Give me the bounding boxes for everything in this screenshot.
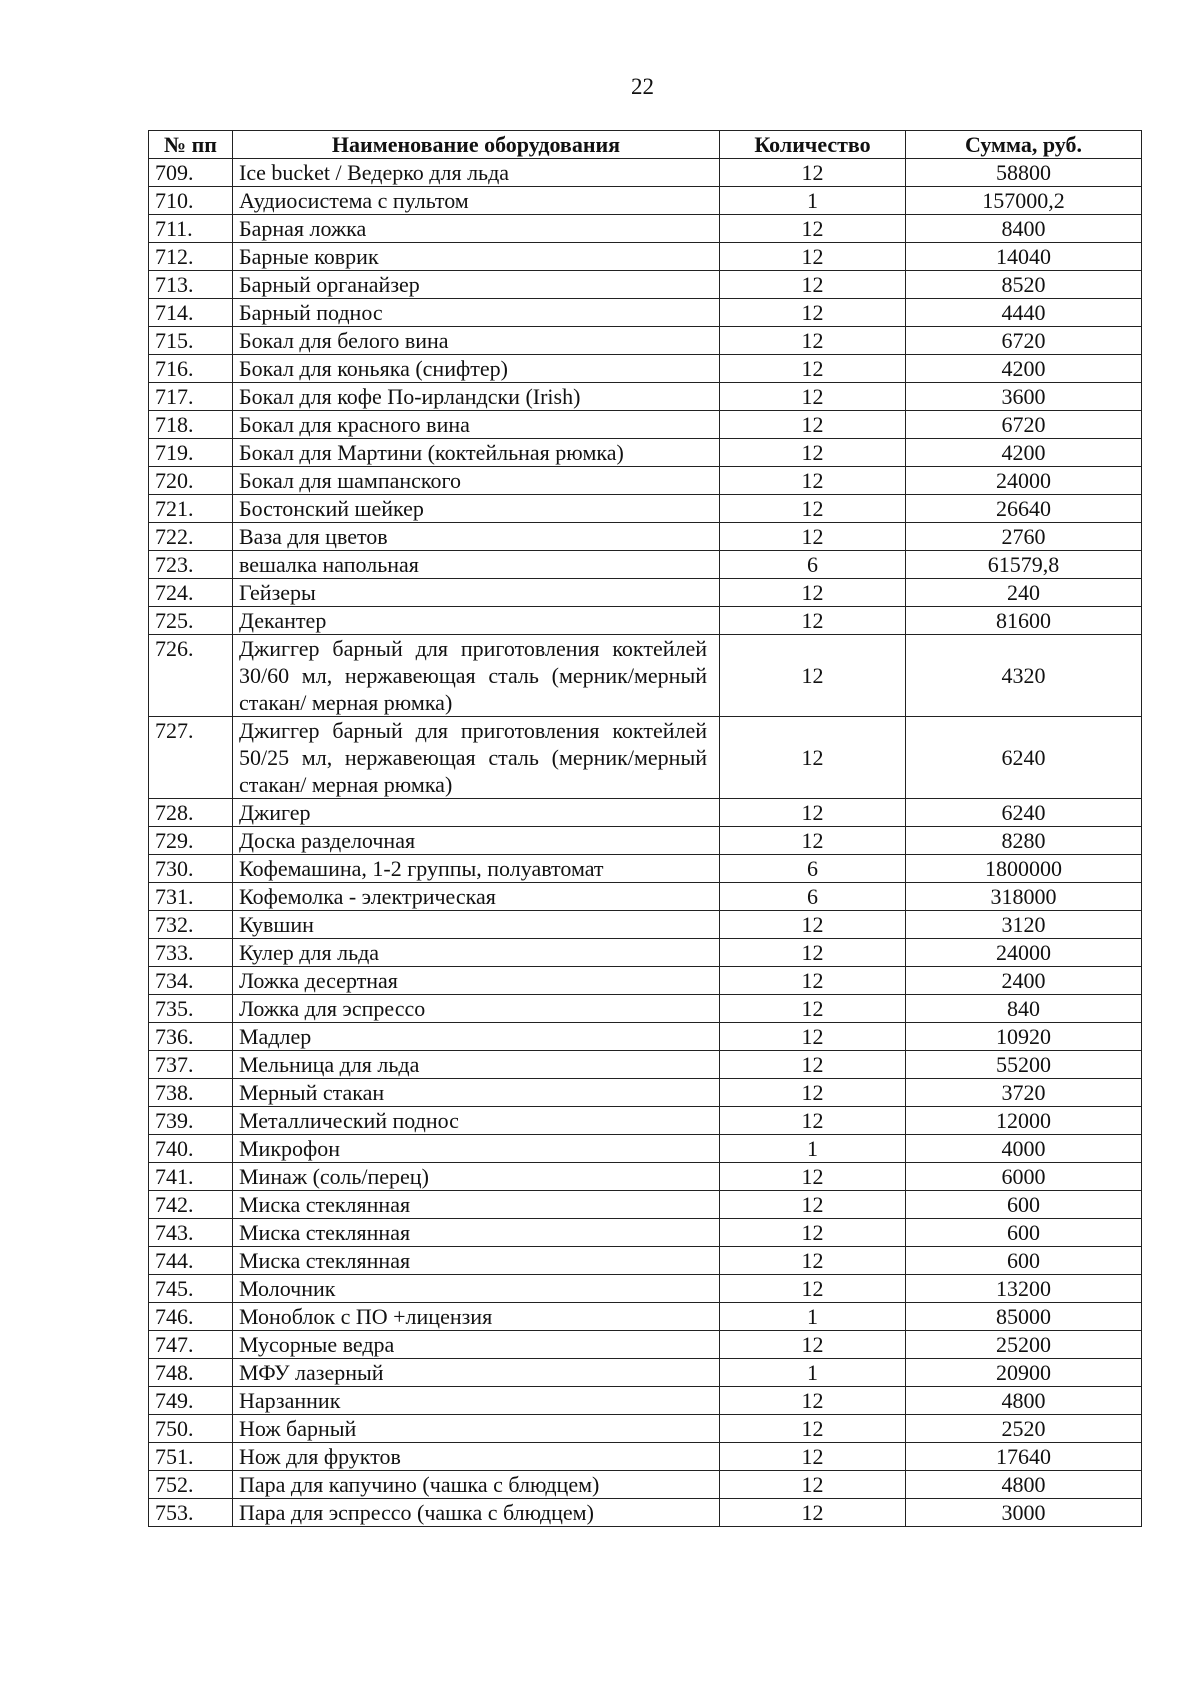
item-name: Бокал для белого вина bbox=[233, 327, 720, 355]
item-name: Молочник bbox=[233, 1275, 720, 1303]
row-number: 743. bbox=[149, 1219, 233, 1247]
item-quantity: 12 bbox=[720, 1443, 906, 1471]
item-sum: 13200 bbox=[906, 1275, 1142, 1303]
item-quantity: 12 bbox=[720, 1023, 906, 1051]
item-sum: 8520 bbox=[906, 271, 1142, 299]
item-sum: 2400 bbox=[906, 967, 1142, 995]
row-number: 721. bbox=[149, 495, 233, 523]
table-row bbox=[149, 1499, 1142, 1527]
item-quantity: 12 bbox=[720, 1163, 906, 1191]
row-number: 730. bbox=[149, 855, 233, 883]
item-quantity: 12 bbox=[720, 1219, 906, 1247]
row-number: 711. bbox=[149, 215, 233, 243]
item-quantity: 12 bbox=[720, 799, 906, 827]
item-sum: 3120 bbox=[906, 911, 1142, 939]
item-quantity: 12 bbox=[720, 1275, 906, 1303]
row-number: 718. bbox=[149, 411, 233, 439]
row-number: 732. bbox=[149, 911, 233, 939]
item-name: Миска стеклянная bbox=[233, 1191, 720, 1219]
item-name: Бокал для Мартини (коктейльная рюмка) bbox=[233, 439, 720, 467]
table-row bbox=[149, 827, 1142, 855]
item-quantity: 12 bbox=[720, 995, 906, 1023]
row-number: 726. bbox=[149, 635, 233, 717]
row-number: 752. bbox=[149, 1471, 233, 1499]
item-sum: 58800 bbox=[906, 159, 1142, 187]
table-row bbox=[149, 717, 1142, 799]
item-name: Декантер bbox=[233, 607, 720, 635]
item-name: Моноблок с ПО +лицензия bbox=[233, 1303, 720, 1331]
item-sum: 85000 bbox=[906, 1303, 1142, 1331]
item-name: Доска разделочная bbox=[233, 827, 720, 855]
item-name: Минаж (соль/перец) bbox=[233, 1163, 720, 1191]
item-quantity: 12 bbox=[720, 383, 906, 411]
row-number: 735. bbox=[149, 995, 233, 1023]
item-sum: 55200 bbox=[906, 1051, 1142, 1079]
row-number: 725. bbox=[149, 607, 233, 635]
item-quantity: 12 bbox=[720, 911, 906, 939]
table-row bbox=[149, 243, 1142, 271]
item-sum: 24000 bbox=[906, 939, 1142, 967]
row-number: 749. bbox=[149, 1387, 233, 1415]
item-sum: 12000 bbox=[906, 1107, 1142, 1135]
table-row bbox=[149, 1387, 1142, 1415]
item-name: Бокал для шампанского bbox=[233, 467, 720, 495]
row-number: 741. bbox=[149, 1163, 233, 1191]
item-name: Нарзанник bbox=[233, 1387, 720, 1415]
item-quantity: 6 bbox=[720, 883, 906, 911]
item-sum: 4440 bbox=[906, 299, 1142, 327]
item-sum: 3000 bbox=[906, 1499, 1142, 1527]
row-number: 716. bbox=[149, 355, 233, 383]
item-quantity: 6 bbox=[720, 551, 906, 579]
table-row bbox=[149, 579, 1142, 607]
table-row bbox=[149, 495, 1142, 523]
row-number: 729. bbox=[149, 827, 233, 855]
item-quantity: 1 bbox=[720, 1303, 906, 1331]
item-sum: 10920 bbox=[906, 1023, 1142, 1051]
item-sum: 4200 bbox=[906, 439, 1142, 467]
item-name: Пара для капучино (чашка с блюдцем) bbox=[233, 1471, 720, 1499]
item-quantity: 12 bbox=[720, 271, 906, 299]
item-name: Кувшин bbox=[233, 911, 720, 939]
row-number: 746. bbox=[149, 1303, 233, 1331]
item-sum: 4320 bbox=[906, 635, 1142, 717]
item-sum: 1800000 bbox=[906, 855, 1142, 883]
row-number: 750. bbox=[149, 1415, 233, 1443]
table-row bbox=[149, 159, 1142, 187]
table-row bbox=[149, 967, 1142, 995]
item-quantity: 12 bbox=[720, 411, 906, 439]
row-number: 715. bbox=[149, 327, 233, 355]
table-row bbox=[149, 383, 1142, 411]
table-row bbox=[149, 215, 1142, 243]
item-sum: 4200 bbox=[906, 355, 1142, 383]
table-row bbox=[149, 911, 1142, 939]
item-name: Аудиосистема с пультом bbox=[233, 187, 720, 215]
item-sum: 25200 bbox=[906, 1331, 1142, 1359]
item-name: Барная ложка bbox=[233, 215, 720, 243]
item-quantity: 12 bbox=[720, 495, 906, 523]
item-sum: 2760 bbox=[906, 523, 1142, 551]
item-quantity: 6 bbox=[720, 855, 906, 883]
table-row bbox=[149, 883, 1142, 911]
table-row bbox=[149, 1023, 1142, 1051]
item-name: Мусорные ведра bbox=[233, 1331, 720, 1359]
item-quantity: 12 bbox=[720, 827, 906, 855]
table-row bbox=[149, 551, 1142, 579]
item-sum: 14040 bbox=[906, 243, 1142, 271]
table-row bbox=[149, 607, 1142, 635]
row-number: 740. bbox=[149, 1135, 233, 1163]
item-quantity: 12 bbox=[720, 1499, 906, 1527]
header-sum: Сумма, руб. bbox=[906, 131, 1142, 159]
item-quantity: 12 bbox=[720, 439, 906, 467]
table-row bbox=[149, 1051, 1142, 1079]
row-number: 712. bbox=[149, 243, 233, 271]
item-quantity: 12 bbox=[720, 327, 906, 355]
item-name: Мельница для льда bbox=[233, 1051, 720, 1079]
item-sum: 6240 bbox=[906, 717, 1142, 799]
item-name: Кофемолка - электрическая bbox=[233, 883, 720, 911]
item-name: Бостонский шейкер bbox=[233, 495, 720, 523]
item-name: Миска стеклянная bbox=[233, 1247, 720, 1275]
header-name: Наименование оборудования bbox=[233, 131, 720, 159]
row-number: 744. bbox=[149, 1247, 233, 1275]
item-quantity: 12 bbox=[720, 243, 906, 271]
row-number: 747. bbox=[149, 1331, 233, 1359]
item-name: Гейзеры bbox=[233, 579, 720, 607]
row-number: 723. bbox=[149, 551, 233, 579]
row-number: 742. bbox=[149, 1191, 233, 1219]
item-name: Металлический поднос bbox=[233, 1107, 720, 1135]
item-name: Джиггер барный для приготовления коктейлей 30/60 мл, нержавеющая сталь (мерник/мерный стакан/ мерная рюмка) bbox=[233, 635, 720, 717]
item-sum: 318000 bbox=[906, 883, 1142, 911]
item-quantity: 12 bbox=[720, 635, 906, 717]
row-number: 728. bbox=[149, 799, 233, 827]
item-sum: 6720 bbox=[906, 327, 1142, 355]
item-name: Мерный стакан bbox=[233, 1079, 720, 1107]
item-quantity: 12 bbox=[720, 1247, 906, 1275]
table-row bbox=[149, 1359, 1142, 1387]
item-quantity: 12 bbox=[720, 1471, 906, 1499]
item-sum: 6240 bbox=[906, 799, 1142, 827]
row-number: 722. bbox=[149, 523, 233, 551]
item-sum: 4800 bbox=[906, 1471, 1142, 1499]
table-row bbox=[149, 187, 1142, 215]
table-row bbox=[149, 439, 1142, 467]
item-name: Бокал для кофе По-ирландски (Irish) bbox=[233, 383, 720, 411]
item-quantity: 1 bbox=[720, 1359, 906, 1387]
item-quantity: 12 bbox=[720, 967, 906, 995]
header-num: № пп bbox=[149, 131, 233, 159]
table-row bbox=[149, 1163, 1142, 1191]
item-name: вешалка напольная bbox=[233, 551, 720, 579]
item-name: Барный органайзер bbox=[233, 271, 720, 299]
table-row bbox=[149, 1275, 1142, 1303]
item-name: Кофемашина, 1-2 группы, полуавтомат bbox=[233, 855, 720, 883]
row-number: 751. bbox=[149, 1443, 233, 1471]
item-sum: 20900 bbox=[906, 1359, 1142, 1387]
row-number: 738. bbox=[149, 1079, 233, 1107]
item-quantity: 12 bbox=[720, 523, 906, 551]
item-quantity: 1 bbox=[720, 1135, 906, 1163]
item-sum: 840 bbox=[906, 995, 1142, 1023]
item-name: Бокал для красного вина bbox=[233, 411, 720, 439]
row-number: 724. bbox=[149, 579, 233, 607]
table-row bbox=[149, 355, 1142, 383]
item-sum: 600 bbox=[906, 1219, 1142, 1247]
item-quantity: 12 bbox=[720, 299, 906, 327]
item-sum: 8400 bbox=[906, 215, 1142, 243]
item-name: Нож для фруктов bbox=[233, 1443, 720, 1471]
table-row bbox=[149, 1471, 1142, 1499]
table-row bbox=[149, 1079, 1142, 1107]
row-number: 720. bbox=[149, 467, 233, 495]
item-name: Ваза для цветов bbox=[233, 523, 720, 551]
item-name: Ложка десертная bbox=[233, 967, 720, 995]
item-name: Джигер bbox=[233, 799, 720, 827]
row-number: 727. bbox=[149, 717, 233, 799]
item-name: Ice bucket / Ведерко для льда bbox=[233, 159, 720, 187]
table-row bbox=[149, 1415, 1142, 1443]
item-sum: 240 bbox=[906, 579, 1142, 607]
table-row bbox=[149, 327, 1142, 355]
table-row bbox=[149, 635, 1142, 717]
item-quantity: 12 bbox=[720, 607, 906, 635]
header-qty: Количество bbox=[720, 131, 906, 159]
table-row bbox=[149, 1191, 1142, 1219]
row-number: 731. bbox=[149, 883, 233, 911]
item-name: Барный поднос bbox=[233, 299, 720, 327]
table-row bbox=[149, 1219, 1142, 1247]
item-name: Джиггер барный для приготовления коктейлей 50/25 мл, нержавеющая сталь (мерник/мерный стакан/ мерная рюмка) bbox=[233, 717, 720, 799]
table-row bbox=[149, 299, 1142, 327]
table-row bbox=[149, 467, 1142, 495]
table-header-row bbox=[149, 131, 1142, 159]
item-quantity: 12 bbox=[720, 1051, 906, 1079]
table-row bbox=[149, 1303, 1142, 1331]
table-row bbox=[149, 1443, 1142, 1471]
table-row bbox=[149, 1135, 1142, 1163]
item-quantity: 12 bbox=[720, 579, 906, 607]
item-sum: 61579,8 bbox=[906, 551, 1142, 579]
item-quantity: 12 bbox=[720, 1079, 906, 1107]
item-sum: 26640 bbox=[906, 495, 1142, 523]
item-quantity: 12 bbox=[720, 1107, 906, 1135]
item-sum: 3600 bbox=[906, 383, 1142, 411]
table-row bbox=[149, 855, 1142, 883]
row-number: 734. bbox=[149, 967, 233, 995]
row-number: 753. bbox=[149, 1499, 233, 1527]
item-sum: 24000 bbox=[906, 467, 1142, 495]
row-number: 733. bbox=[149, 939, 233, 967]
row-number: 736. bbox=[149, 1023, 233, 1051]
item-sum: 2520 bbox=[906, 1415, 1142, 1443]
item-name: Мадлер bbox=[233, 1023, 720, 1051]
row-number: 739. bbox=[149, 1107, 233, 1135]
item-quantity: 12 bbox=[720, 1191, 906, 1219]
table-row bbox=[149, 523, 1142, 551]
table-row bbox=[149, 995, 1142, 1023]
row-number: 710. bbox=[149, 187, 233, 215]
item-sum: 600 bbox=[906, 1247, 1142, 1275]
row-number: 748. bbox=[149, 1359, 233, 1387]
item-quantity: 12 bbox=[720, 939, 906, 967]
item-name: Микрофон bbox=[233, 1135, 720, 1163]
item-sum: 81600 bbox=[906, 607, 1142, 635]
row-number: 745. bbox=[149, 1275, 233, 1303]
table-row bbox=[149, 1247, 1142, 1275]
item-quantity: 12 bbox=[720, 1331, 906, 1359]
item-quantity: 12 bbox=[720, 467, 906, 495]
table-row bbox=[149, 411, 1142, 439]
item-quantity: 12 bbox=[720, 1387, 906, 1415]
item-sum: 4800 bbox=[906, 1387, 1142, 1415]
row-number: 709. bbox=[149, 159, 233, 187]
item-sum: 17640 bbox=[906, 1443, 1142, 1471]
row-number: 719. bbox=[149, 439, 233, 467]
item-sum: 6720 bbox=[906, 411, 1142, 439]
item-name: Бокал для коньяка (снифтер) bbox=[233, 355, 720, 383]
table-row bbox=[149, 1331, 1142, 1359]
table-row bbox=[149, 799, 1142, 827]
item-sum: 157000,2 bbox=[906, 187, 1142, 215]
item-quantity: 12 bbox=[720, 1415, 906, 1443]
row-number: 717. bbox=[149, 383, 233, 411]
item-sum: 4000 bbox=[906, 1135, 1142, 1163]
item-name: Барные коврик bbox=[233, 243, 720, 271]
row-number: 713. bbox=[149, 271, 233, 299]
item-sum: 8280 bbox=[906, 827, 1142, 855]
item-name: Ложка для эспрессо bbox=[233, 995, 720, 1023]
table-row bbox=[149, 271, 1142, 299]
item-sum: 6000 bbox=[906, 1163, 1142, 1191]
table-row bbox=[149, 939, 1142, 967]
item-name: Кулер для льда bbox=[233, 939, 720, 967]
row-number: 737. bbox=[149, 1051, 233, 1079]
item-quantity: 12 bbox=[720, 717, 906, 799]
item-quantity: 12 bbox=[720, 355, 906, 383]
item-name: Пара для эспрессо (чашка с блюдцем) bbox=[233, 1499, 720, 1527]
item-name: Миска стеклянная bbox=[233, 1219, 720, 1247]
row-number: 714. bbox=[149, 299, 233, 327]
table-row bbox=[149, 1107, 1142, 1135]
table-body bbox=[149, 159, 1142, 1527]
page-number: 22 bbox=[631, 74, 654, 99]
item-quantity: 1 bbox=[720, 187, 906, 215]
item-name: Нож барный bbox=[233, 1415, 720, 1443]
item-name: МФУ лазерный bbox=[233, 1359, 720, 1387]
item-quantity: 12 bbox=[720, 159, 906, 187]
item-sum: 3720 bbox=[906, 1079, 1142, 1107]
item-quantity: 12 bbox=[720, 215, 906, 243]
equipment-table bbox=[148, 130, 1142, 1527]
item-sum: 600 bbox=[906, 1191, 1142, 1219]
